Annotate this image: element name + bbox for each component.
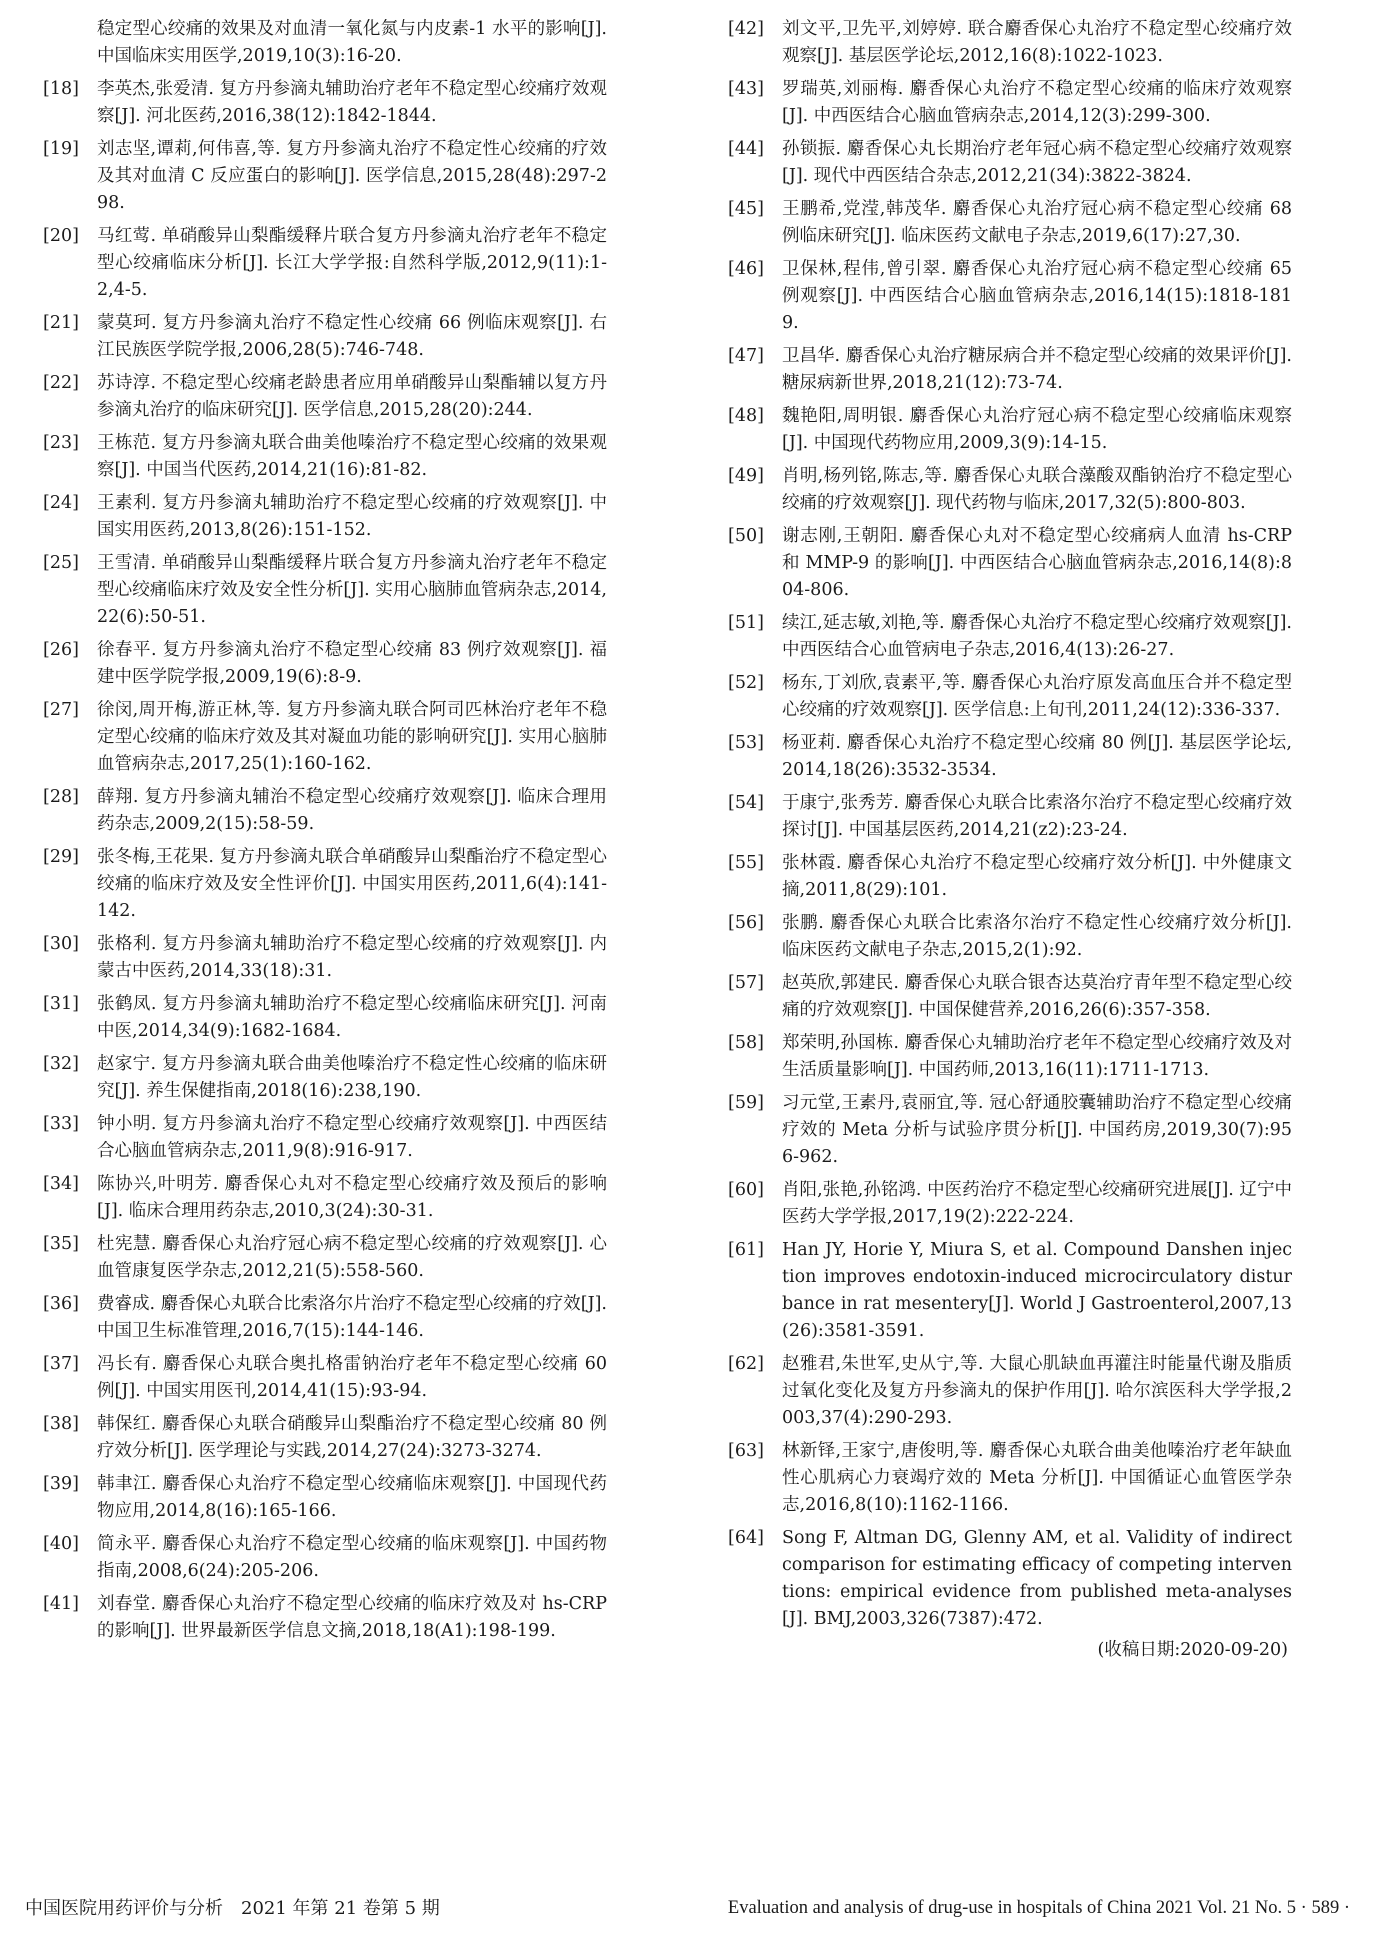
- reference-number: [35]: [43, 1234, 79, 1254]
- reference-text: 肖阳,张艳,孙铭鸿. 中医药治疗不稳定型心绞痛研究进展[J]. 辽宁中医药大学学报,2017,19(2):222-224.: [782, 1180, 1292, 1227]
- reference-text: 稳定型心绞痛的效果及对血清一氧化氮与内皮素-1 水平的影响[J]. 中国临床实用医学,2019,10(3):16-20.: [97, 19, 607, 66]
- reference-text: 王栋范. 复方丹参滴丸联合曲美他嗪治疗不稳定型心绞痛的效果观察[J]. 中国当代医药,2014,21(16):81-82.: [97, 433, 607, 480]
- reference-number: [20]: [43, 226, 79, 246]
- reference-item: [710, 16, 1292, 70]
- reference-text: 韩聿江. 麝香保心丸治疗不稳定型心绞痛临床观察[J]. 中国现代药物应用,2014,8(16):165-166.: [97, 1474, 607, 1521]
- reference-number: [46]: [728, 259, 764, 279]
- reference-item: [25, 223, 607, 304]
- reference-text: 肖明,杨列铭,陈志,等. 麝香保心丸联合藻酸双酯钠治疗不稳定型心绞痛的疗效观察[J]. 现代药物与临床,2017,32(5):800-803.: [782, 466, 1292, 513]
- reference-text: 王鹏希,党滢,韩茂华. 麝香保心丸治疗冠心病不稳定型心绞痛 68 例临床研究[J]. 临床医药文献电子杂志,2019,6(17):27,30.: [782, 199, 1292, 246]
- reference-item: [710, 343, 1292, 397]
- reference-number: [40]: [43, 1534, 79, 1554]
- reference-text: 赵英欣,郭建民. 麝香保心丸联合银杏达莫治疗青年型不稳定型心绞痛的疗效观察[J]. 中国保健营养,2016,26(6):357-358.: [782, 973, 1292, 1020]
- reference-number: [38]: [43, 1414, 79, 1434]
- reference-number: [33]: [43, 1114, 79, 1134]
- reference-text: 蒙莫珂. 复方丹参滴丸治疗不稳定性心绞痛 66 例临床观察[J]. 右江民族医学院学报,2006,28(5):746-748.: [97, 313, 607, 360]
- reference-number: [21]: [43, 313, 79, 333]
- reference-text: 杜宪慧. 麝香保心丸治疗冠心病不稳定型心绞痛的疗效观察[J]. 心血管康复医学杂志,2012,21(5):558-560.: [97, 1234, 607, 1281]
- reference-number: [24]: [43, 493, 79, 513]
- reference-number: [55]: [728, 853, 764, 873]
- reference-number: [37]: [43, 1354, 79, 1374]
- reference-text: 王雪清. 单硝酸异山梨酯缓释片联合复方丹参滴丸治疗老年不稳定型心绞痛临床疗效及安全性分析[J]. 实用心脑肺血管病杂志,2014,22(6):50-51.: [97, 553, 607, 627]
- reference-item: [25, 550, 607, 631]
- reference-text: 张格利. 复方丹参滴丸辅助治疗不稳定型心绞痛的疗效观察[J]. 内蒙古中医药,2014,33(18):31.: [97, 934, 607, 981]
- reference-text: 刘春堂. 麝香保心丸治疗不稳定型心绞痛的临床疗效及对 hs-CRP 的影响[J]. 世界最新医学信息文摘,2018,18(A1):198-199.: [97, 1594, 607, 1641]
- reference-item: [25, 1351, 607, 1405]
- reference-item: [710, 1237, 1292, 1345]
- reference-item: [710, 1438, 1292, 1519]
- reference-number: [23]: [43, 433, 79, 453]
- reference-number: [50]: [728, 526, 764, 546]
- reference-item: [25, 76, 607, 130]
- reference-number: [36]: [43, 1294, 79, 1314]
- reference-text: 魏艳阳,周明银. 麝香保心丸治疗冠心病不稳定型心绞痛临床观察[J]. 中国现代药物应用,2009,3(9):14-15.: [782, 406, 1292, 453]
- reference-number: [43]: [728, 79, 764, 99]
- reference-text: 韩保红. 麝香保心丸联合硝酸异山梨酯治疗不稳定型心绞痛 80 例疗效分析[J]. 医学理论与实践,2014,27(24):3273-3274.: [97, 1414, 607, 1461]
- reference-number: [53]: [728, 733, 764, 753]
- reference-item: [25, 637, 607, 691]
- reference-number: [31]: [43, 994, 79, 1014]
- reference-number: [61]: [728, 1240, 764, 1260]
- reference-item: [710, 910, 1292, 964]
- reference-text: 于康宁,张秀芳. 麝香保心丸联合比索洛尔治疗不稳定型心绞痛疗效探讨[J]. 中国基层医药,2014,21(z2):23-24.: [782, 793, 1292, 840]
- reference-item: [25, 370, 607, 424]
- left-column: [25, 16, 607, 1651]
- reference-item: [710, 403, 1292, 457]
- reference-text: 陈协兴,叶明芳. 麝香保心丸对不稳定型心绞痛疗效及预后的影响[J]. 临床合理用药杂志,2010,3(24):30-31.: [97, 1174, 607, 1221]
- reference-item: [25, 991, 607, 1045]
- reference-number: [41]: [43, 1594, 79, 1614]
- reference-item: [25, 1591, 607, 1645]
- reference-item: [710, 610, 1292, 664]
- reference-number: [64]: [728, 1528, 764, 1548]
- reference-number: [30]: [43, 934, 79, 954]
- reference-text: 苏诗淳. 不稳定型心绞痛老龄患者应用单硝酸异山梨酯辅以复方丹参滴丸治疗的临床研究[J]. 医学信息,2015,28(20):244.: [97, 373, 607, 420]
- reference-item: [25, 697, 607, 778]
- reference-text: 王素利. 复方丹参滴丸辅助治疗不稳定型心绞痛的疗效观察[J]. 中国实用医药,2013,8(26):151-152.: [97, 493, 607, 540]
- reference-number: [29]: [43, 847, 79, 867]
- reference-text: 刘文平,卫先平,刘婷婷. 联合麝香保心丸治疗不稳定型心绞痛疗效观察[J]. 基层医学论坛,2012,16(8):1022-1023.: [782, 19, 1292, 66]
- reference-item: [25, 136, 607, 217]
- reference-item: [25, 1291, 607, 1345]
- reference-item: [710, 730, 1292, 784]
- reference-item: [25, 1531, 607, 1585]
- reference-number: [39]: [43, 1474, 79, 1494]
- reference-text: 钟小明. 复方丹参滴丸治疗不稳定型心绞痛疗效观察[J]. 中西医结合心脑血管病杂志,2011,9(8):916-917.: [97, 1114, 607, 1161]
- reference-item: [710, 1177, 1292, 1231]
- reference-text: 卫昌华. 麝香保心丸治疗糖尿病合并不稳定型心绞痛的效果评价[J]. 糖尿病新世界,2018,21(12):73-74.: [782, 346, 1292, 393]
- reference-item: [710, 970, 1292, 1024]
- reference-text: 张鹏. 麝香保心丸联合比索洛尔治疗不稳定性心绞痛疗效分析[J]. 临床医药文献电子杂志,2015,2(1):92.: [782, 913, 1292, 960]
- reference-number: [34]: [43, 1174, 79, 1194]
- reference-text: 马红莺. 单硝酸异山梨酯缓释片联合复方丹参滴丸治疗老年不稳定型心绞痛临床分析[J]. 长江大学学报:自然科学版,2012,9(11):1-2,4-5.: [97, 226, 607, 300]
- reference-number: [44]: [728, 139, 764, 159]
- reference-number: [47]: [728, 346, 764, 366]
- reference-number: [51]: [728, 613, 764, 633]
- reference-text: 罗瑞英,刘丽梅. 麝香保心丸治疗不稳定型心绞痛的临床疗效观察[J]. 中西医结合心脑血管病杂志,2014,12(3):299-300.: [782, 79, 1292, 126]
- reference-number: [32]: [43, 1054, 79, 1074]
- reference-text: 简永平. 麝香保心丸治疗不稳定型心绞痛的临床观察[J]. 中国药物指南,2008,6(24):205-206.: [97, 1534, 607, 1581]
- reference-number: [49]: [728, 466, 764, 486]
- reference-item: [25, 784, 607, 838]
- reference-text: 杨东,丁刘欣,袁素平,等. 麝香保心丸治疗原发高血压合并不稳定型心绞痛的疗效观察[J]. 医学信息:上旬刊,2011,24(12):336-337.: [782, 673, 1292, 720]
- right-column: [710, 16, 1292, 1664]
- reference-item: [25, 490, 607, 544]
- reference-list-right: [710, 16, 1292, 1633]
- reference-text: 张林霞. 麝香保心丸治疗不稳定型心绞痛疗效分析[J]. 中外健康文摘,2011,8(29):101.: [782, 853, 1292, 900]
- reference-item: [710, 256, 1292, 337]
- reference-item: [25, 310, 607, 364]
- reference-number: [27]: [43, 700, 79, 720]
- reference-item: [25, 931, 607, 985]
- reference-text: 张鹤凤. 复方丹参滴丸辅助治疗不稳定型心绞痛临床研究[J]. 河南中医,2014,34(9):1682-1684.: [97, 994, 607, 1041]
- reference-number: [42]: [728, 19, 764, 39]
- reference-text: 徐春平. 复方丹参滴丸治疗不稳定型心绞痛 83 例疗效观察[J]. 福建中医学院学报,2009,19(6):8-9.: [97, 640, 607, 687]
- reference-number: [25]: [43, 553, 79, 573]
- reference-item: [710, 196, 1292, 250]
- reference-item: [710, 670, 1292, 724]
- reference-number: [52]: [728, 673, 764, 693]
- reference-number: [60]: [728, 1180, 764, 1200]
- reference-item: [25, 1471, 607, 1525]
- reference-number: [28]: [43, 787, 79, 807]
- reference-item: [710, 463, 1292, 517]
- reference-text: 杨亚莉. 麝香保心丸治疗不稳定型心绞痛 80 例[J]. 基层医学论坛,2014,18(26):3532-3534.: [782, 733, 1292, 780]
- reference-item: [710, 1030, 1292, 1084]
- reference-text: 赵家宁. 复方丹参滴丸联合曲美他嗪治疗不稳定性心绞痛的临床研究[J]. 养生保健指南,2018(16):238,190.: [97, 1054, 607, 1101]
- reference-text: 卫保林,程伟,曾引翠. 麝香保心丸治疗冠心病不稳定型心绞痛 65 例观察[J]. 中西医结合心脑血管病杂志,2016,14(15):1818-1819.: [782, 259, 1292, 333]
- footer-journal-cn: 中国医院用药评价与分析 2021 年第 21 卷第 5 期: [25, 1898, 440, 1919]
- reference-text: 谢志刚,王朝阳. 麝香保心丸对不稳定型心绞痛病人血清 hs-CRP 和 MMP-9 的影响[J]. 中西医结合心脑血管病杂志,2016,14(8):804-806.: [782, 526, 1292, 600]
- reference-item: [710, 1090, 1292, 1171]
- reference-item: [710, 136, 1292, 190]
- reference-text: 费睿成. 麝香保心丸联合比索洛尔片治疗不稳定型心绞痛的疗效[J]. 中国卫生标准管理,2016,7(15):144-146.: [97, 1294, 607, 1341]
- reference-text: 冯长有. 麝香保心丸联合奥扎格雷钠治疗老年不稳定型心绞痛 60 例[J]. 中国实用医刊,2014,41(15):93-94.: [97, 1354, 607, 1401]
- reference-number: [59]: [728, 1093, 764, 1113]
- reference-text: 刘志坚,谭莉,何伟喜,等. 复方丹参滴丸治疗不稳定性心绞痛的疗效及其对血清 C 反应蛋白的影响[J]. 医学信息,2015,28(48):297-298.: [97, 139, 607, 213]
- reference-text: 赵雅君,朱世军,史从宁,等. 大鼠心肌缺血再灌注时能量代谢及脂质过氧化变化及复方丹参滴丸的保护作用[J]. 哈尔滨医科大学学报,2003,37(4):290-293.: [782, 1354, 1292, 1428]
- reference-item: [25, 1051, 607, 1105]
- reference-number: [63]: [728, 1441, 764, 1461]
- reference-number: [54]: [728, 793, 764, 813]
- reference-number: [57]: [728, 973, 764, 993]
- reference-item: [25, 844, 607, 925]
- reference-number: [45]: [728, 199, 764, 219]
- reference-text: 郑荣明,孙国栋. 麝香保心丸辅助治疗老年不稳定型心绞痛疗效及对生活质量影响[J]. 中国药师,2013,16(11):1711-1713.: [782, 1033, 1292, 1080]
- reference-number: [19]: [43, 139, 79, 159]
- reference-text: 习元堂,王素丹,袁丽宜,等. 冠心舒通胶囊辅助治疗不稳定型心绞痛疗效的 Meta 分析与试验序贯分析[J]. 中国药房,2019,30(7):956-962.: [782, 1093, 1292, 1167]
- received-date: (收稿日期:2020-09-20): [1097, 1640, 1288, 1660]
- reference-number: [62]: [728, 1354, 764, 1374]
- reference-item: [710, 790, 1292, 844]
- reference-number: [58]: [728, 1033, 764, 1053]
- footer-journal-en: Evaluation and analysis of drug-use in hospitals of China 2021 Vol. 21 No. 5 · 589 ·: [727, 1898, 1350, 1918]
- reference-number: [22]: [43, 373, 79, 393]
- reference-item: [25, 1171, 607, 1225]
- reference-continuation: [25, 16, 607, 70]
- reference-text: 续江,延志敏,刘艳,等. 麝香保心丸治疗不稳定型心绞痛疗效观察[J]. 中西医结合心血管病电子杂志,2016,4(13):26-27.: [782, 613, 1292, 660]
- reference-text: 薛翔. 复方丹参滴丸辅治不稳定型心绞痛疗效观察[J]. 临床合理用药杂志,2009,2(15):58-59.: [97, 787, 607, 834]
- reference-item: [25, 1231, 607, 1285]
- reference-item: [25, 1411, 607, 1465]
- page-footer: [25, 1895, 1350, 1922]
- reference-item: [25, 1111, 607, 1165]
- reference-text: 李英杰,张爱清. 复方丹参滴丸辅助治疗老年不稳定型心绞痛疗效观察[J]. 河北医药,2016,38(12):1842-1844.: [97, 79, 607, 126]
- reference-item: [710, 1525, 1292, 1633]
- reference-list-left: [25, 76, 607, 1645]
- reference-item: [25, 430, 607, 484]
- reference-item: [710, 850, 1292, 904]
- reference-number: [18]: [43, 79, 79, 99]
- reference-text: 徐闵,周开梅,游正林,等. 复方丹参滴丸联合阿司匹林治疗老年不稳定型心绞痛的临床疗效及其对凝血功能的影响研究[J]. 实用心脑肺血管病杂志,2017,25(1):160-162.: [97, 700, 607, 774]
- reference-text: 孙锁振. 麝香保心丸长期治疗老年冠心病不稳定型心绞痛疗效观察[J]. 现代中西医结合杂志,2012,21(34):3822-3824.: [782, 139, 1292, 186]
- reference-text: Han JY, Horie Y, Miura S, et al. Compound Danshen injection improves endotoxin-induced microcirculatory disturbance in rat mesentery[J]. World J Gastroenterol,2007,13(26):3581-3591.: [782, 1240, 1292, 1341]
- reference-number: [48]: [728, 406, 764, 426]
- reference-number: [56]: [728, 913, 764, 933]
- reference-item: [710, 523, 1292, 604]
- reference-text: 张冬梅,王花果. 复方丹参滴丸联合单硝酸异山梨酯治疗不稳定型心绞痛的临床疗效及安全性评价[J]. 中国实用医药,2011,6(4):141-142.: [97, 847, 607, 921]
- reference-number: [26]: [43, 640, 79, 660]
- reference-text: 林新铎,王家宁,唐俊明,等. 麝香保心丸联合曲美他嗪治疗老年缺血性心肌病心力衰竭疗效的 Meta 分析[J]. 中国循证心血管医学杂志,2016,8(10):1162-1166.: [782, 1441, 1292, 1515]
- reference-item: [710, 76, 1292, 130]
- reference-item: [710, 1351, 1292, 1432]
- reference-text: Song F, Altman DG, Glenny AM, et al. Validity of indirect comparison for estimating efficacy of competing interventions: empirical evidence from published meta-analyses[J]. BMJ,2003,326(7387):472.: [782, 1528, 1292, 1629]
